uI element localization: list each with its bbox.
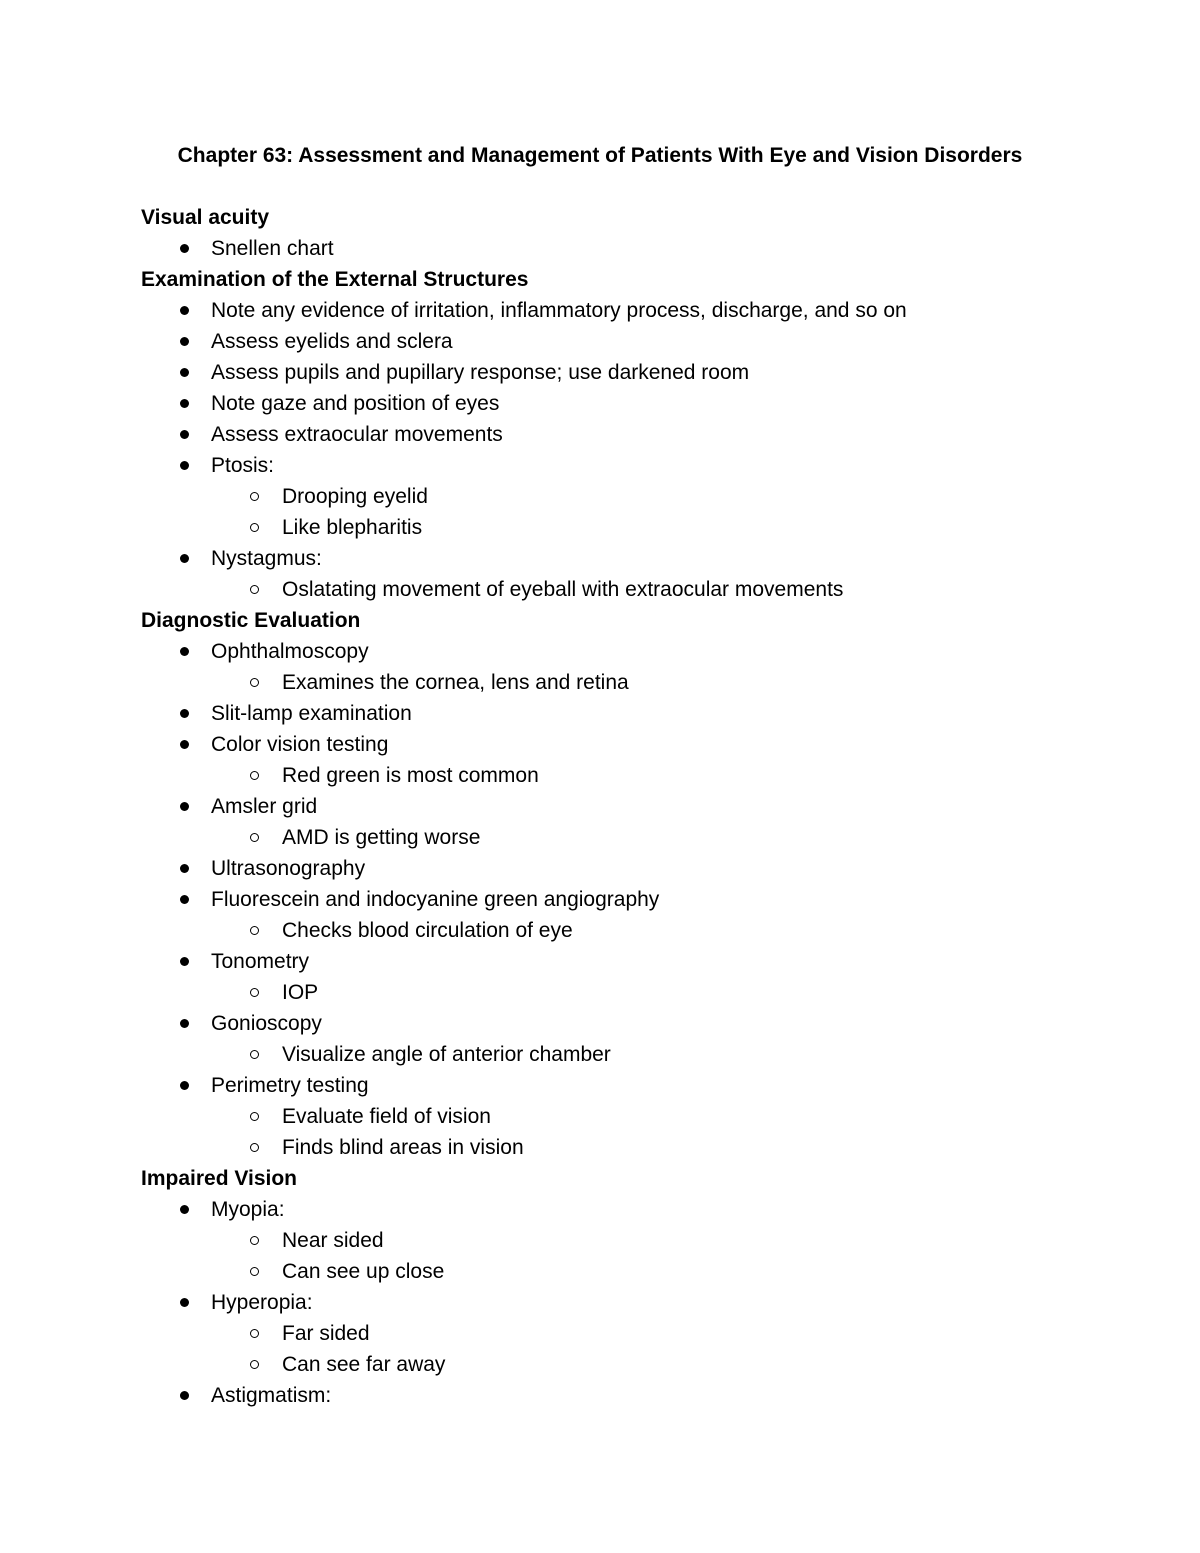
bullet-item: Ophthalmoscopy (211, 640, 369, 663)
bullet-item: Astigmatism: (211, 1384, 332, 1407)
sub-bullet-item: Evaluate field of vision (282, 1105, 491, 1128)
sub-bullet-item: IOP (282, 981, 319, 1004)
bullet-dot-icon (180, 1205, 189, 1214)
sub-bullet-item: Red green is most common (282, 764, 539, 787)
sub-bullet-item: Can see up close (282, 1260, 445, 1283)
bullet-dot-icon (180, 1298, 189, 1307)
bullet-item: Assess eyelids and sclera (211, 330, 453, 353)
bullet-circle-icon (250, 1267, 259, 1276)
sub-bullet-item: Like blepharitis (282, 516, 423, 539)
bullet-circle-icon (250, 523, 259, 532)
bullet-dot-icon (180, 244, 189, 253)
bullet-circle-icon (250, 988, 259, 997)
bullet-dot-icon (180, 399, 189, 408)
bullet-item: Amsler grid (211, 795, 318, 818)
bullet-item: Perimetry testing (211, 1074, 369, 1097)
bullet-circle-icon (250, 926, 259, 935)
bullet-item: Note any evidence of irritation, inflammatory process, discharge, and so on (211, 299, 907, 322)
bullet-item: Ultrasonography (211, 857, 366, 880)
bullet-circle-icon (250, 833, 259, 842)
bullet-dot-icon (180, 1019, 189, 1028)
bullet-circle-icon (250, 1143, 259, 1152)
bullet-dot-icon (180, 709, 189, 718)
bullet-dot-icon (180, 1391, 189, 1400)
bullet-item: Slit-lamp examination (211, 702, 412, 725)
section-heading: Examination of the External Structures (141, 268, 529, 291)
bullet-circle-icon (250, 1329, 259, 1338)
bullet-dot-icon (180, 1081, 189, 1090)
bullet-item: Fluorescein and indocyanine green angiography (211, 888, 660, 911)
bullet-dot-icon (180, 430, 189, 439)
bullet-circle-icon (250, 1112, 259, 1121)
bullet-dot-icon (180, 740, 189, 749)
bullet-dot-icon (180, 802, 189, 811)
sub-bullet-item: Examines the cornea, lens and retina (282, 671, 629, 694)
bullet-item: Tonometry (211, 950, 310, 973)
bullet-circle-icon (250, 1050, 259, 1059)
bullet-item: Assess pupils and pupillary response; use darkened room (211, 361, 750, 384)
bullet-dot-icon (180, 306, 189, 315)
page-title: Chapter 63: Assessment and Management of Patients With Eye and Vision Disorders (177, 144, 1023, 167)
bullet-dot-icon (180, 461, 189, 470)
sub-bullet-item: Checks blood circulation of eye (282, 919, 573, 942)
section-heading: Impaired Vision (141, 1167, 297, 1190)
bullet-circle-icon (250, 1360, 259, 1369)
sub-bullet-item: Can see far away (282, 1353, 446, 1376)
bullet-circle-icon (250, 771, 259, 780)
sub-bullet-item: Drooping eyelid (282, 485, 428, 508)
sub-bullet-item: Finds blind areas in vision (282, 1136, 524, 1159)
bullet-dot-icon (180, 957, 189, 966)
bullet-item: Gonioscopy (211, 1012, 322, 1035)
bullet-item: Color vision testing (211, 733, 389, 756)
sub-bullet-item: Near sided (282, 1229, 384, 1252)
sub-bullet-item: Oslatating movement of eyeball with extraocular movements (282, 578, 844, 601)
bullet-dot-icon (180, 554, 189, 563)
bullet-item: Hyperopia: (211, 1291, 313, 1314)
bullet-dot-icon (180, 647, 189, 656)
bullet-dot-icon (180, 337, 189, 346)
bullet-dot-icon (180, 368, 189, 377)
bullet-circle-icon (250, 492, 259, 501)
bullet-item: Snellen chart (211, 237, 334, 260)
sub-bullet-item: Far sided (282, 1322, 370, 1345)
bullet-dot-icon (180, 895, 189, 904)
section-heading: Visual acuity (141, 206, 270, 229)
bullet-item: Myopia: (211, 1198, 285, 1221)
bullet-item: Ptosis: (211, 454, 275, 477)
bullet-item: Nystagmus: (211, 547, 322, 570)
sub-bullet-item: Visualize angle of anterior chamber (282, 1043, 611, 1066)
section-heading: Diagnostic Evaluation (141, 609, 361, 632)
bullet-circle-icon (250, 678, 259, 687)
bullet-circle-icon (250, 585, 259, 594)
bullet-circle-icon (250, 1236, 259, 1245)
sub-bullet-item: AMD is getting worse (282, 826, 481, 849)
bullet-item: Assess extraocular movements (211, 423, 503, 446)
bullet-item: Note gaze and position of eyes (211, 392, 500, 415)
bullet-dot-icon (180, 864, 189, 873)
